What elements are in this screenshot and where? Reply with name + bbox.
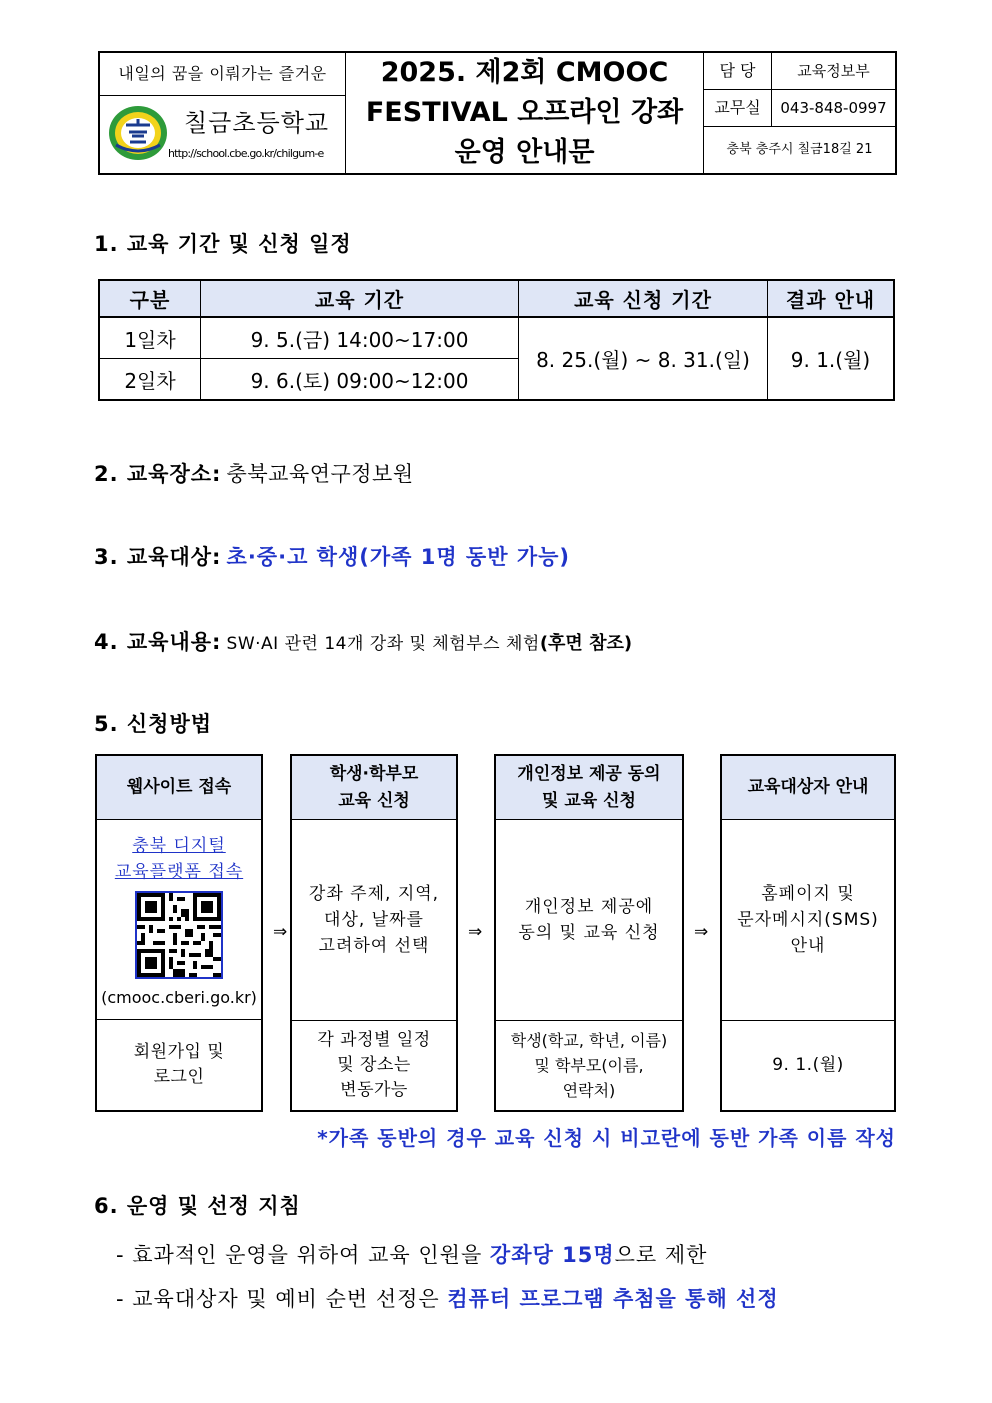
section-2 [94, 458, 414, 488]
step-foot: 각 과정별 일정 및 장소는 변동가능 [317, 1029, 431, 1100]
result-cell: 9. 1.(월) [768, 317, 895, 400]
section-1-heading: 1. 교육 기간 및 신청 일정 [94, 232, 352, 256]
step-title: 웹사이트 접속 [97, 756, 261, 820]
guideline-item [116, 1283, 779, 1313]
step-body: 개인정보 제공에 동의 및 교육 신청 [496, 819, 682, 1021]
contact-label: 교무실 [704, 90, 772, 126]
title-line-3: 운영 안내문 [454, 137, 595, 168]
family-note: *가족 동반의 경우 교육 신청 시 비고란에 동반 가족 이름 작성 [317, 1126, 896, 1150]
platform-url: (cmooc.cberi.go.kr) [101, 988, 257, 1007]
platform-link[interactable]: 충북 디지털 [132, 836, 226, 856]
column-header: 교육 신청 기간 [519, 280, 768, 317]
step-title: 교육대상자 안내 [722, 756, 894, 820]
flow-step-4 [720, 754, 896, 1112]
period-cell: 9. 5.(금) 14:00~17:00 [201, 317, 519, 359]
section-4-heading: 4. 교육내용: [94, 630, 222, 654]
step-foot: 9. 1.(월) [772, 1054, 844, 1075]
day-cell: 1일차 [99, 317, 201, 359]
table-row [99, 317, 894, 359]
flow-arrow-icon: ⇒ [273, 922, 288, 942]
guideline-item [116, 1239, 707, 1269]
period-cell: 9. 6.(토) 09:00~12:00 [201, 359, 519, 401]
schedule-table [98, 279, 895, 401]
target-text: 초·중·고 학생(가족 1명 동반 가능) [226, 545, 570, 569]
flow-step-2 [290, 754, 458, 1112]
school-url[interactable]: http://school.cbe.go.kr/chilgum-e [168, 147, 324, 160]
guideline-text: - 교육대상자 및 예비 순번 선정은 [116, 1287, 448, 1311]
step-body: 홈페이지 및 문자메시지(SMS) 안내 [722, 819, 894, 1021]
phone-number: 043-848-0997 [780, 99, 887, 117]
section-5-heading: 5. 신청방법 [94, 712, 213, 736]
day-cell: 2일차 [99, 359, 201, 401]
school-address: 충북 충주시 칠금18길 21 [726, 142, 873, 157]
title-line-2: FESTIVAL 오프라인 강좌 [365, 97, 684, 128]
contact-row [704, 90, 895, 127]
contact-value: 교육정보부 [797, 62, 870, 80]
step-foot: 회원가입 및 로그인 [133, 1042, 225, 1087]
qr-code-icon[interactable] [135, 891, 223, 979]
column-header: 결과 안내 [768, 280, 895, 317]
contact-block [704, 53, 895, 173]
venue-text: 충북교육연구정보원 [226, 462, 414, 486]
flow-step-1 [95, 754, 263, 1112]
platform-link[interactable]: 교육플랫폼 접속 [114, 862, 244, 882]
flow-step-3 [494, 754, 684, 1112]
section-3-heading: 3. 교육대상: [94, 545, 222, 569]
flow-arrow-icon: ⇒ [468, 922, 483, 942]
contact-row [704, 53, 895, 90]
step-body: 강좌 주제, 지역, 대상, 날짜를 고려하여 선택 [292, 819, 456, 1021]
school-name: 칠금초등학교 [184, 109, 330, 137]
step-foot: 학생(학교, 학년, 이름) 및 학부모(이름, 연락처) [510, 1030, 668, 1100]
step-title: 개인정보 제공 동의 및 교육 신청 [496, 756, 682, 820]
contact-label: 담 당 [704, 53, 772, 89]
apply-period-cell: 8. 25.(월) ~ 8. 31.(일) [519, 317, 768, 400]
step-body [97, 819, 261, 1020]
school-block [100, 53, 346, 173]
guideline-text: - 효과적인 운영을 위하여 교육 인원을 [116, 1243, 490, 1267]
document-header [98, 51, 897, 175]
section-6-heading: 6. 운영 및 선정 지침 [94, 1194, 301, 1218]
flow-arrow-icon: ⇒ [694, 922, 709, 942]
guideline-text: 으로 제한 [614, 1243, 708, 1267]
title-line-1: 2025. 제2회 CMOOC [380, 57, 669, 88]
section-4 [94, 626, 632, 656]
document-title [346, 53, 704, 173]
guideline-highlight: 강좌당 15명 [489, 1243, 615, 1267]
guideline-highlight: 컴퓨터 프로그램 추첨을 통해 선정 [447, 1287, 779, 1311]
column-header: 교육 기간 [201, 280, 519, 317]
school-motto: 내일의 꿈을 이뤄가는 즐거운 [100, 53, 345, 96]
section-3 [94, 541, 570, 571]
content-note: (후면 참조) [539, 633, 633, 654]
content-text: SW·AI 관련 14개 강좌 및 체험부스 체험 [226, 634, 540, 654]
school-logo-icon [108, 105, 168, 161]
column-header: 구분 [99, 280, 201, 317]
step-title: 학생·학부모 교육 신청 [292, 756, 456, 820]
section-2-heading: 2. 교육장소: [94, 462, 222, 486]
